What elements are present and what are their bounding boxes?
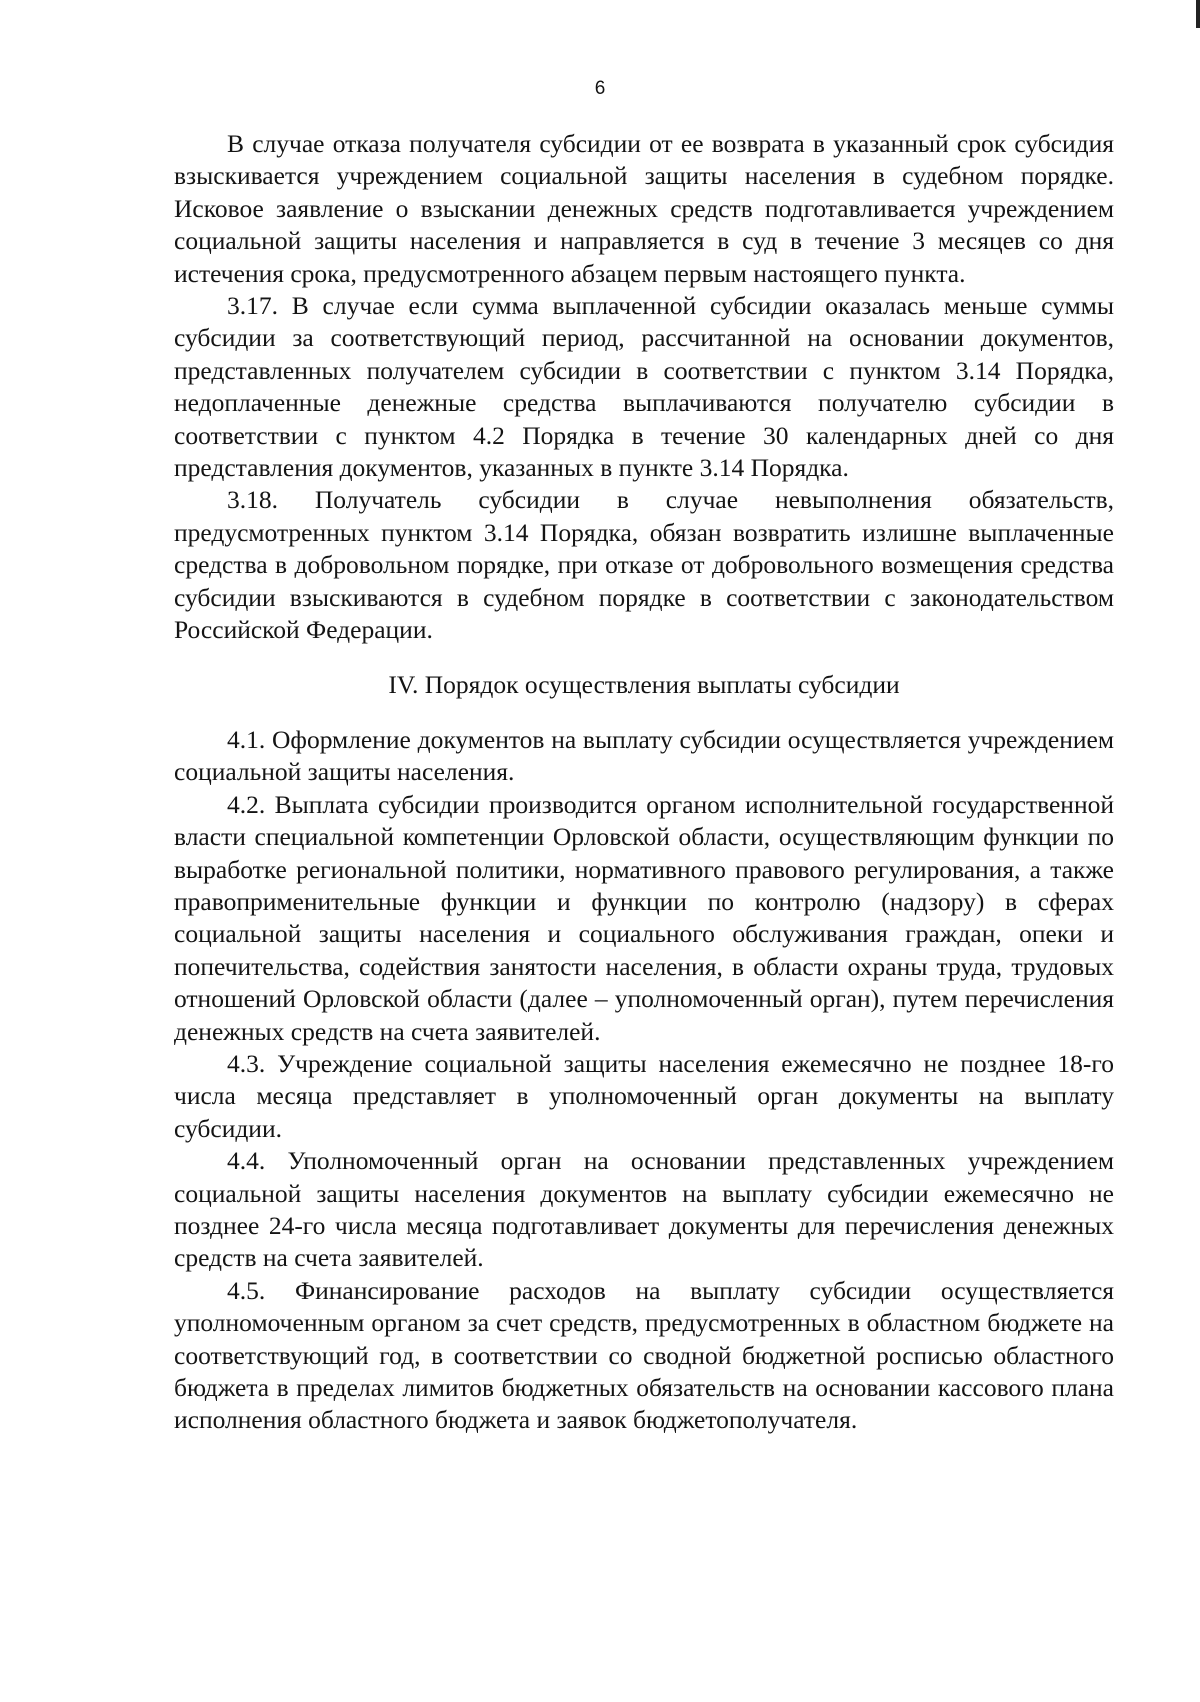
paragraph-4-1: 4.1. Оформление документов на выплату субсидии осуществляется учреждением социальной защиты населения. [174, 724, 1114, 787]
section-heading-iv: IV. Порядок осуществления выплаты субсидии [388, 669, 900, 699]
paragraph-4-4: 4.4. Уполномоченный орган на основании представленных учреждением социальной защиты населения документов на выплату субсидии ежемесячно не позднее 24-го числа месяца подготавливает документы для перечисления денежных средств на счета заявителей. [174, 1146, 1114, 1273]
paragraph-4-3: 4.3. Учреждение социальной защиты населения ежемесячно не позднее 18-го числа месяца представляет в уполномоченный орган документы на выплату субсидии. [174, 1048, 1114, 1143]
page-number: 6 [594, 78, 606, 99]
paragraph-refusal-recovery: В случае отказа получателя субсидии от ее возврата в указанный срок субсидия взыскивается учреждением социальной защиты населения в судебном порядке. Исковое заявление о взыскании денежных средств подготавливается учреждением социальной защиты населения и направляется в суд в течение 3 месяцев со дня истечения срока, предусмотренного абзацем первым настоящего пункта. [174, 129, 1114, 288]
paragraph-3-17: 3.17. В случае если сумма выплаченной субсидии оказалась меньше суммы субсидии за соответствующий период, рассчитанной на основании документов, представленных получателем субсидии в соответствии с пунктом 3.14 Порядка, недоплаченные денежные средства выплачиваются получателю субсидии в соответствии с пунктом 4.2 Порядка в течение 30 календарных дней со дня представления документов, указанных в пункте 3.14 Порядка. [174, 291, 1114, 483]
scan-edge-mark [1196, 0, 1200, 28]
paragraph-4-2: 4.2. Выплата субсидии производится органом исполнительной государственной власти специальной компетенции Орловской области, осуществляющим функции по выработке региональной политики, нормативного правового регулирования, а также правоприменительные функции и функции по контролю (надзору) в сферах социальной защиты населения и социального обслуживания граждан, опеки и попечительства, содействия занятости населения, в области охраны труда, трудовых отношений Орловской области (далее – уполномоченный орган), путем перечисления денежных средств на счета заявителей. [174, 789, 1114, 1046]
paragraph-4-5: 4.5. Финансирование расходов на выплату субсидии осуществляется уполномоченным органом за счет средств, предусмотренных в областном бюджете на соответствующий год, в соответствии со сводной бюджетной росписью областного бюджета в пределах лимитов бюджетных обязательств на основании кассового плана исполнения областного бюджета и заявок бюджетополучателя. [174, 1275, 1114, 1435]
paragraph-3-18: 3.18. Получатель субсидии в случае невыполнения обязательств, предусмотренных пунктом 3.14 Порядка, обязан возвратить излишне выплаченные средства в добровольном порядке, при отказе от добровольного возмещения средства субсидии взыскиваются в судебном порядке в соответствии с законодательством Российской Федерации. [174, 485, 1114, 645]
document-body [174, 128, 1114, 1437]
